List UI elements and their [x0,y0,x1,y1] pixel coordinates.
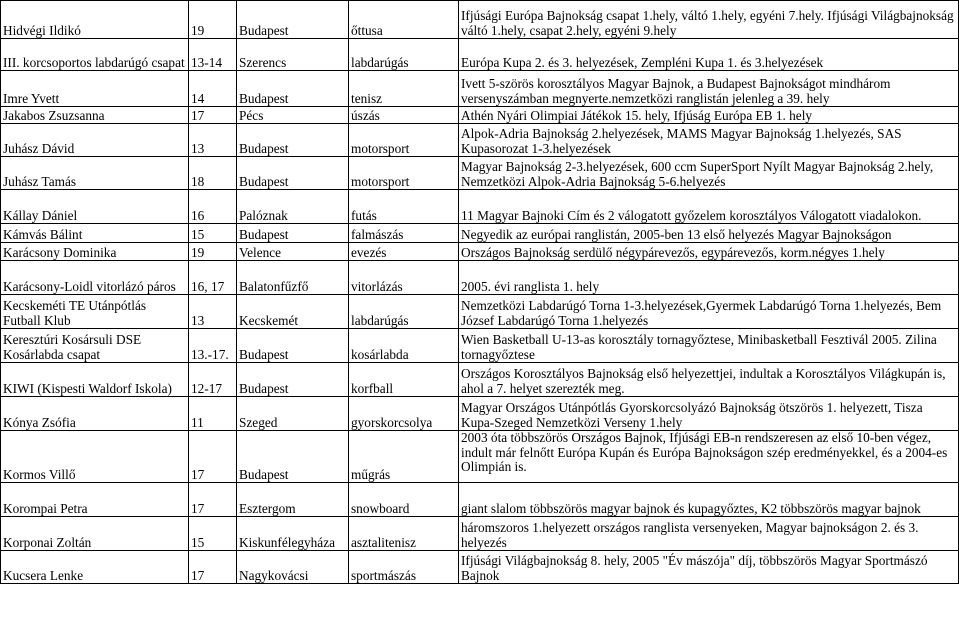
athlete-name: Keresztúri Kosársuli DSE Kosárlabda csapat [3,332,142,362]
athlete-city-cell [237,329,349,363]
athlete-achievement: Ifjúsági Világbajnokság 8. hely, 2005 "Év mászója" díj, többszörös Magyar Sportmászó Bajnok [461,553,928,583]
athlete-achievement: Nemzetközi Labdarúgó Torna 1-3.helyezések,Gyermek Labdarúgó Torna 1.helyezés, Bem József Labdarúgó Torna 1.helyezés [461,298,942,328]
athlete-achievement-cell [459,261,959,295]
athlete-sport: műgrás [351,466,391,482]
athlete-name: Kónya Zsófia [3,414,76,430]
athlete-achievement-cell [459,517,959,551]
table-row [1,124,959,157]
athlete-age: 17 [191,466,205,482]
athlete-achievement: Athén Nyári Olimpiai Játékok 15. hely, Ifjúság Európa EB 1. hely [461,107,813,123]
athlete-sport-cell [349,517,459,551]
athlete-age: 15 [191,226,205,242]
athlete-sport: úszás [351,107,380,123]
table-row [1,224,959,243]
table-row [1,431,959,483]
athlete-age: 13-14 [191,54,223,70]
athlete-name: Kámvás Bálint [3,226,83,242]
athlete-sport: vitorlázás [351,278,403,294]
athlete-achievement-cell [459,1,959,39]
table-row [1,71,959,107]
table-body [1,1,959,584]
athlete-sport-cell [349,551,459,584]
athlete-achievement: giant slalom többszörös magyar bajnok és kupagyőztes, K2 többszörös magyar bajnok [461,500,921,516]
athlete-age: 13.-17. [191,346,229,362]
athlete-city-cell [237,243,349,261]
athlete-sport: labdarúgás [351,312,409,328]
athlete-name-cell [1,517,189,551]
athlete-age-cell [189,551,237,584]
athlete-city: Budapest [239,173,289,189]
table-row [1,483,959,517]
athlete-achievement: Magyar Országos Utánpótlás Gyorskorcsolyázó Bajnokság ötszörös 1. helyezett, Tisza Kupa-Szeged Nemzetközi Verseny 1.hely [461,400,923,430]
athlete-sport-cell [349,71,459,107]
athlete-name: Juhász Dávid [3,140,75,156]
athlete-name: Kormos Villő [3,466,76,482]
athlete-sport-cell [349,329,459,363]
athlete-age-cell [189,190,237,224]
athlete-city-cell [237,124,349,157]
table-row [1,295,959,329]
athlete-age: 15 [191,534,205,550]
athlete-name: Hidvégi Ildikó [3,22,81,38]
athlete-achievement: Magyar Bajnokság 2-3.helyezések, 600 ccm SuperSport Nyílt Magyar Bajnokság 2.hely, Nemzetközi Alpok-Adria Bajnokság 5-6.helyezés [461,159,934,189]
athlete-sport: falmászás [351,226,404,242]
athlete-age: 17 [191,567,205,583]
athlete-city: Velence [239,244,282,260]
athlete-city-cell [237,551,349,584]
athlete-sport-cell [349,243,459,261]
table-row [1,157,959,190]
athlete-city: Szeged [239,414,278,430]
athlete-age: 19 [191,244,205,260]
athlete-sport: kosárlabda [351,346,409,362]
athlete-age-cell [189,261,237,295]
athlete-sport-cell [349,157,459,190]
athlete-achievement: Alpok-Adria Bajnokság 2.helyezések, MAMS Magyar Bajnokság 1.helyezés, SAS Kupasorozat 1-3.helyezések [461,126,902,156]
athlete-age: 11 [191,414,204,430]
athlete-age: 14 [191,90,205,106]
athlete-sport-cell [349,431,459,483]
athlete-city: Kiskunfélegyháza [239,534,335,550]
athlete-achievement-cell [459,124,959,157]
athlete-age-cell [189,224,237,243]
athlete-achievement: háromszoros 1.helyezett országos ranglista versenyeken, Magyar bajnokságon 2. és 3. helyezés [461,520,919,550]
athlete-achievement: Ifjúsági Európa Bajnokság csapat 1.hely, váltó 1.hely, egyéni 7.hely. Ifjúsági Világbajnokság váltó 1.hely, csapat 2.hely, egyéni 9.hely [461,8,954,38]
athlete-name-cell [1,107,189,124]
athlete-achievement-cell [459,39,959,71]
athlete-name-cell [1,483,189,517]
athlete-city-cell [237,157,349,190]
athlete-achievement: Wien Basketball U-13-as korosztály tornagyőztese, Minibasketball Fesztivál 2005. Zilina tornagyőztese [461,332,937,362]
athlete-sport: labdarúgás [351,54,409,70]
athlete-age: 17 [191,500,205,516]
athlete-age: 13 [191,312,205,328]
athlete-city: Balatonfűzfő [239,278,309,294]
athlete-sport: motorsport [351,173,410,189]
athlete-sport-cell [349,224,459,243]
athlete-name-cell [1,157,189,190]
athlete-name: Jakabos Zsuzsanna [3,107,105,123]
athlete-sport: futás [351,207,377,223]
athlete-sport: gyorskorcsolya [351,414,433,430]
athlete-age-cell [189,157,237,190]
athlete-city: Palóznak [239,207,288,223]
table-row [1,517,959,551]
athlete-achievement-cell [459,190,959,224]
athlete-age-cell [189,107,237,124]
athlete-age: 16, 17 [191,278,225,294]
athlete-city-cell [237,483,349,517]
athlete-sport-cell [349,190,459,224]
athlete-achievement: 2005. évi ranglista 1. hely [461,278,600,294]
table-row [1,551,959,584]
athlete-name-cell [1,363,189,397]
athlete-city-cell [237,431,349,483]
athlete-age: 17 [191,107,205,123]
athlete-sport-cell [349,261,459,295]
athlete-age: 16 [191,207,205,223]
athlete-name: Juhász Tamás [3,173,77,189]
athlete-sport: korfball [351,380,394,396]
athlete-achievement-cell [459,431,959,483]
athlete-age-cell [189,363,237,397]
table-row [1,1,959,39]
athlete-city-cell [237,363,349,397]
athlete-achievement: Negyedik az európai ranglistán, 2005-ben 13 első helyezés Magyar Bajnokságon [461,226,892,242]
athlete-sport: sportmászás [351,567,416,583]
athlete-sport: motorsport [351,140,410,156]
athlete-age: 13 [191,140,205,156]
athlete-city: Nagykovácsi [239,567,309,583]
athlete-achievement: 11 Magyar Bajnoki Cím és 2 válogatott győzelem korosztályos Válogatott viadalokon. [461,207,922,223]
athlete-age-cell [189,431,237,483]
athlete-city: Szerencs [239,54,287,70]
athlete-achievement-cell [459,483,959,517]
athlete-name-cell [1,261,189,295]
athlete-age: 19 [191,22,205,38]
athlete-city-cell [237,1,349,39]
table-row [1,190,959,224]
table-row [1,243,959,261]
athlete-city-cell [237,261,349,295]
athlete-name: III. korcsoportos labdarúgó csapat [3,54,185,70]
athlete-city-cell [237,295,349,329]
athlete-achievement: 2003 óta többszörös Országos Bajnok, Ifjúsági EB-n rendszeresen az első 10-ben végez, indult már felnőtt Európa Kupán és Európa Bajnokságon szép eredményekkel, és a 2004-es Olimpián is. [461,430,948,474]
athlete-city: Budapest [239,90,289,106]
athlete-city-cell [237,517,349,551]
table-row [1,329,959,363]
athlete-achievement-cell [459,397,959,431]
athlete-age: 12-17 [191,380,223,396]
athlete-sport-cell [349,483,459,517]
athlete-sport-cell [349,39,459,71]
athlete-achievement: Országos Korosztályos Bajnokság első helyezettjei, indultak a Korosztályos Világkupán is, ahol a 7. helyet szerezték meg. [461,366,946,396]
athlete-name-cell [1,551,189,584]
athlete-city: Budapest [239,140,289,156]
athlete-name-cell [1,397,189,431]
table-row [1,261,959,295]
athlete-name: Kecskeméti TE Utánpótlás Futball Klub [3,298,147,328]
athlete-sport: tenisz [351,90,383,106]
athlete-achievement-cell [459,71,959,107]
athlete-age-cell [189,243,237,261]
athlete-achievement: Ivett 5-szörös korosztályos Magyar Bajnok, a Budapest Bajnokságot mindhárom versenyszámban megnyerte.nemzetközi ranglistán jelenleg a 39. hely [461,76,891,106]
athlete-achievement-cell [459,157,959,190]
athlete-name: KIWI (Kispesti Waldorf Iskola) [3,380,172,396]
athlete-city: Budapest [239,346,289,362]
athlete-name: Korompai Petra [3,500,88,516]
athlete-name-cell [1,39,189,71]
athlete-age-cell [189,517,237,551]
athlete-achievement-cell [459,295,959,329]
athlete-age: 18 [191,173,205,189]
athlete-age-cell [189,295,237,329]
athlete-name: Imre Yvett [3,90,60,106]
athlete-achievement: Országos Bajnokság serdülő négypárevezős, egypárevezős, korm.négyes 1.hely [461,244,885,260]
athlete-city-cell [237,71,349,107]
table-row [1,107,959,124]
athlete-age-cell [189,1,237,39]
athlete-achievement-cell [459,551,959,584]
athlete-sport-cell [349,397,459,431]
athlete-name-cell [1,224,189,243]
athlete-name: Korponai Zoltán [3,534,92,550]
table-row [1,39,959,71]
athlete-achievement-cell [459,329,959,363]
athlete-achievement-cell [459,243,959,261]
athlete-city-cell [237,39,349,71]
athlete-name-cell [1,190,189,224]
athlete-name: Kállay Dániel [3,207,78,223]
athlete-sport: snowboard [351,500,410,516]
athlete-age-cell [189,71,237,107]
athlete-city-cell [237,397,349,431]
athlete-age-cell [189,39,237,71]
athlete-achievement-cell [459,224,959,243]
athlete-name-cell [1,329,189,363]
athlete-city: Esztergom [239,500,296,516]
athlete-sport-cell [349,1,459,39]
athlete-age-cell [189,397,237,431]
athlete-sport-cell [349,295,459,329]
athlete-name-cell [1,243,189,261]
athlete-achievement-cell [459,107,959,124]
athlete-city: Budapest [239,466,289,482]
athlete-city: Budapest [239,380,289,396]
athlete-city: Budapest [239,226,289,242]
athlete-sport-cell [349,124,459,157]
athlete-sport: evezés [351,244,387,260]
table-row [1,397,959,431]
athlete-city: Budapest [239,22,289,38]
athlete-city-cell [237,107,349,124]
athlete-age-cell [189,124,237,157]
athlete-city-cell [237,190,349,224]
athlete-sport-cell [349,363,459,397]
athlete-name-cell [1,295,189,329]
athlete-name: Kucsera Lenke [3,567,84,583]
athlete-name: Karácsony Dominika [3,244,117,260]
table-row [1,363,959,397]
athlete-name-cell [1,124,189,157]
athlete-sport: asztalitenisz [351,534,416,550]
athlete-name-cell [1,71,189,107]
athlete-sport-cell [349,107,459,124]
athlete-sport: őttusa [351,22,383,38]
athlete-achievement: Európa Kupa 2. és 3. helyezések, Zempléni Kupa 1. és 3.helyezések [461,54,824,70]
athlete-city: Kecskemét [239,312,299,328]
athlete-name-cell [1,431,189,483]
athlete-city: Pécs [239,107,264,123]
athlete-city-cell [237,224,349,243]
athlete-name: Karácsony-Loidl vitorlázó páros [3,278,176,294]
athlete-name-cell [1,1,189,39]
athlete-age-cell [189,483,237,517]
athlete-age-cell [189,329,237,363]
athlete-achievement-cell [459,363,959,397]
